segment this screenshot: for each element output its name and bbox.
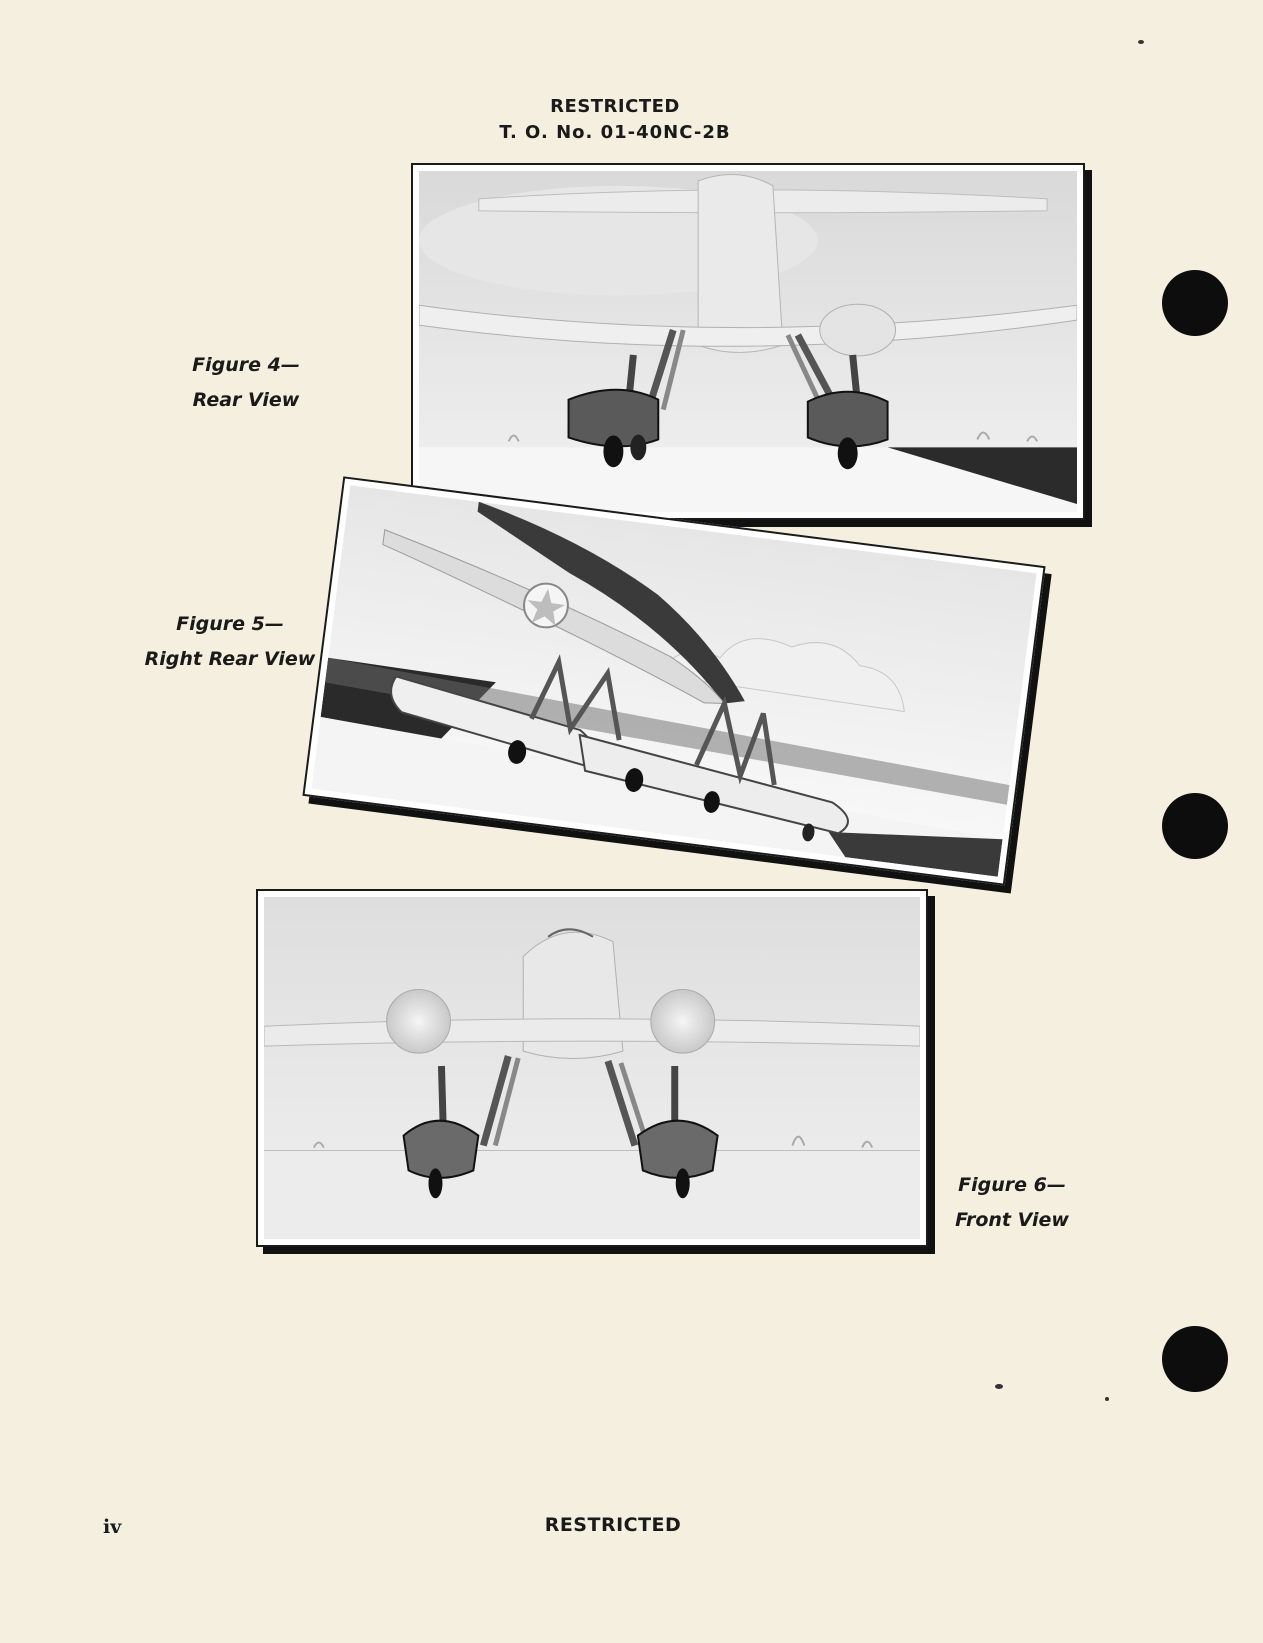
- punch-hole-middle: [1162, 793, 1228, 859]
- figure-6-title: Front View: [955, 1209, 1069, 1231]
- figure-4-title: Rear View: [192, 389, 300, 411]
- figure-4-caption: [186, 348, 306, 418]
- figure-5-illustration: [302, 476, 1045, 885]
- scan-speck: [1105, 1397, 1109, 1401]
- page-number: iv: [103, 1516, 122, 1538]
- page-header: [0, 94, 1230, 146]
- document-number: T. O. No. 01-40NC-2B: [499, 122, 731, 143]
- header-classification: RESTRICTED: [550, 96, 680, 117]
- figure-5-title: Right Rear View: [144, 648, 316, 670]
- scan-speck: [1138, 40, 1144, 44]
- punch-hole-top: [1162, 270, 1228, 336]
- footer-classification: RESTRICTED: [544, 1514, 682, 1536]
- figure-4-illustration: [411, 163, 1085, 520]
- figure-6-caption: [952, 1168, 1072, 1238]
- scan-speck: [995, 1384, 1003, 1389]
- figure-5-caption: [140, 607, 320, 677]
- figure-4-number: Figure 4—: [192, 354, 300, 376]
- figure-6-illustration: [256, 889, 928, 1247]
- figure-5-number: Figure 5—: [176, 613, 284, 635]
- punch-hole-bottom: [1162, 1326, 1228, 1392]
- figure-6-number: Figure 6—: [958, 1174, 1066, 1196]
